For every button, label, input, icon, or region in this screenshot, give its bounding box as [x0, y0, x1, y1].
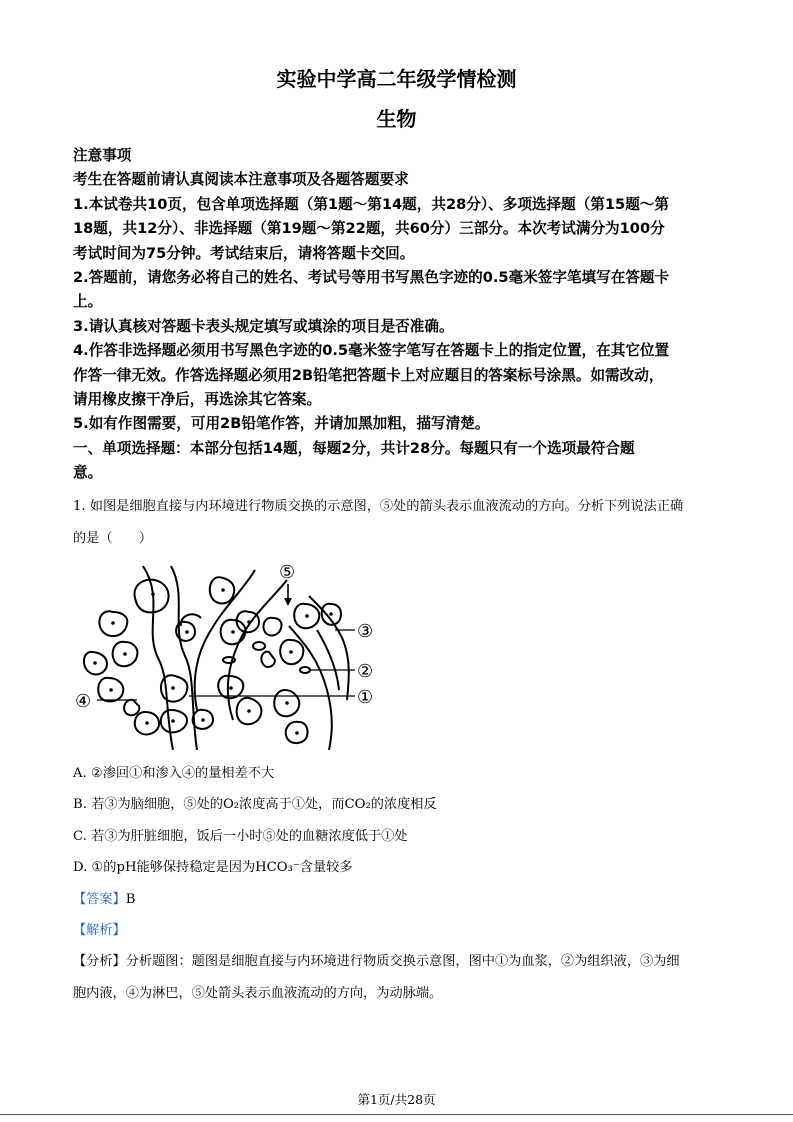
blood-cell	[253, 642, 265, 650]
label-5: ⑤	[279, 562, 296, 583]
answer-value: B	[125, 891, 136, 907]
notes-section	[73, 144, 723, 486]
cell-nucleus	[231, 630, 235, 634]
notes-line: 上。	[73, 293, 103, 311]
cell-nucleus	[247, 620, 251, 624]
notes-line: 请用橡皮擦干净后，再选涂其它答案。	[73, 391, 322, 409]
option-d: D. ①的pH能够保持稳定是因为HCO₃⁻含量较多	[73, 860, 353, 876]
cell-nucleus	[305, 614, 309, 618]
cell-nucleus	[229, 686, 233, 690]
label-4: ④	[75, 691, 92, 712]
label-3: ③	[357, 621, 374, 642]
question-line: 的是（ ）	[73, 531, 153, 546]
label-1: ①	[357, 687, 374, 708]
analysis-label: 【分析】	[73, 954, 126, 970]
cell-nucleus	[185, 630, 189, 634]
cell-nucleus	[285, 701, 289, 705]
exam-title: 实验中学高二年级学情检测	[276, 67, 517, 91]
cell-nucleus	[295, 731, 299, 735]
capillary-wall	[195, 570, 255, 710]
section-heading: 一、单项选择题：本部分包括14题，每题2分，共计28分。每题只有一个选项最符合题	[73, 439, 635, 457]
cell-nucleus	[111, 621, 115, 625]
notes-line: 3.请认真核对答题卡表头规定填写或填涂的项目是否准确。	[73, 317, 454, 335]
notes-line: 1.本试卷共10页，包含单项选择题（第1题～第14题，共28分）、多项选择题（第15题～第	[73, 195, 669, 213]
section-heading-cont: 意。	[73, 464, 103, 482]
flow-arrow-head	[284, 598, 292, 606]
cell-nucleus	[171, 686, 175, 690]
notes-line: 考生在答题前请认真阅读本注意事项及各题答题要求	[73, 171, 409, 189]
cell	[263, 618, 281, 636]
cell-nucleus	[109, 688, 113, 692]
capillary-wall	[309, 596, 349, 700]
cell-nucleus	[247, 709, 251, 713]
cell	[124, 700, 139, 716]
cell-nucleus	[93, 661, 97, 665]
tissue-diagram	[73, 560, 393, 750]
capillary-wall	[317, 630, 339, 690]
option-b: B. 若③为脑细胞，⑤处的O₂浓度高于①处，而CO₂的浓度相反	[73, 797, 437, 813]
answer-options	[73, 758, 723, 1009]
subject-title: 生物	[376, 107, 417, 131]
option-a: A. ②渗回①和渗入④的量相差不大	[73, 766, 275, 781]
cell-nucleus	[145, 721, 149, 725]
option-c: C. 若③为肝脏细胞，饭后一小时⑤处的血糖浓度低于①处	[73, 828, 408, 844]
notes-line: 5.如有作图需要，可用2B铅笔作答，并请加黑加粗，描写清楚。	[73, 415, 490, 433]
label-2: ②	[357, 661, 374, 682]
analysis-tag: 【解析】	[73, 923, 126, 939]
notes-line: 4.作答非选择题必须用书写黑色字迹的0.5毫米签字笔写在答题卡上的指定位置，在其它位置	[73, 342, 670, 360]
notes-line: 作答一律无效。作答选择题必须用2B铅笔把答题卡上对应题目的答案标号涂黑。如需改动，	[73, 366, 664, 384]
answer-tag: 【答案】	[73, 891, 126, 907]
cell-nucleus	[201, 718, 205, 722]
notes-line: 2.答题前，请您务必将自己的姓名、考试号等用书写黑色字迹的0.5毫米签字笔填写在答题卡	[73, 269, 670, 287]
cell-nucleus	[151, 592, 155, 596]
blood-cell	[300, 667, 310, 673]
notes-heading: 注意事项	[73, 147, 132, 164]
question-1-stem	[73, 491, 723, 555]
question-line: 1. 如图是细胞直接与内环境进行物质交换的示意图，⑤处的箭头表示血液流动的方向。分析下列说法正确	[73, 499, 684, 514]
answer-line	[73, 884, 723, 915]
cell-nucleus	[329, 612, 333, 616]
notes-line: 18题，共12分）、非选择题（第19题～第22题，共60分）三部分。本次考试满分为100分	[73, 220, 665, 238]
analysis-text: 分析题图：题图是细胞直接与内环境进行物质交换示意图，图中①为血浆，②为组织液，③为细	[125, 954, 680, 970]
cell-nucleus	[289, 650, 293, 654]
cell-nucleus	[171, 719, 175, 723]
page-footer: 第1页/共28页	[357, 1092, 436, 1107]
cell-nucleus	[123, 652, 127, 656]
analysis-line: 胞内液，④为淋巴，⑤处箭头表示血液流动的方向，为动脉端。	[73, 985, 443, 1001]
cell	[261, 652, 275, 667]
footer-divider	[0, 1114, 793, 1115]
notes-line: 考试时间为75分钟。考试结束后，请将答题卡交回。	[73, 244, 415, 262]
analysis-line	[73, 946, 723, 977]
cell-nucleus	[221, 588, 225, 592]
